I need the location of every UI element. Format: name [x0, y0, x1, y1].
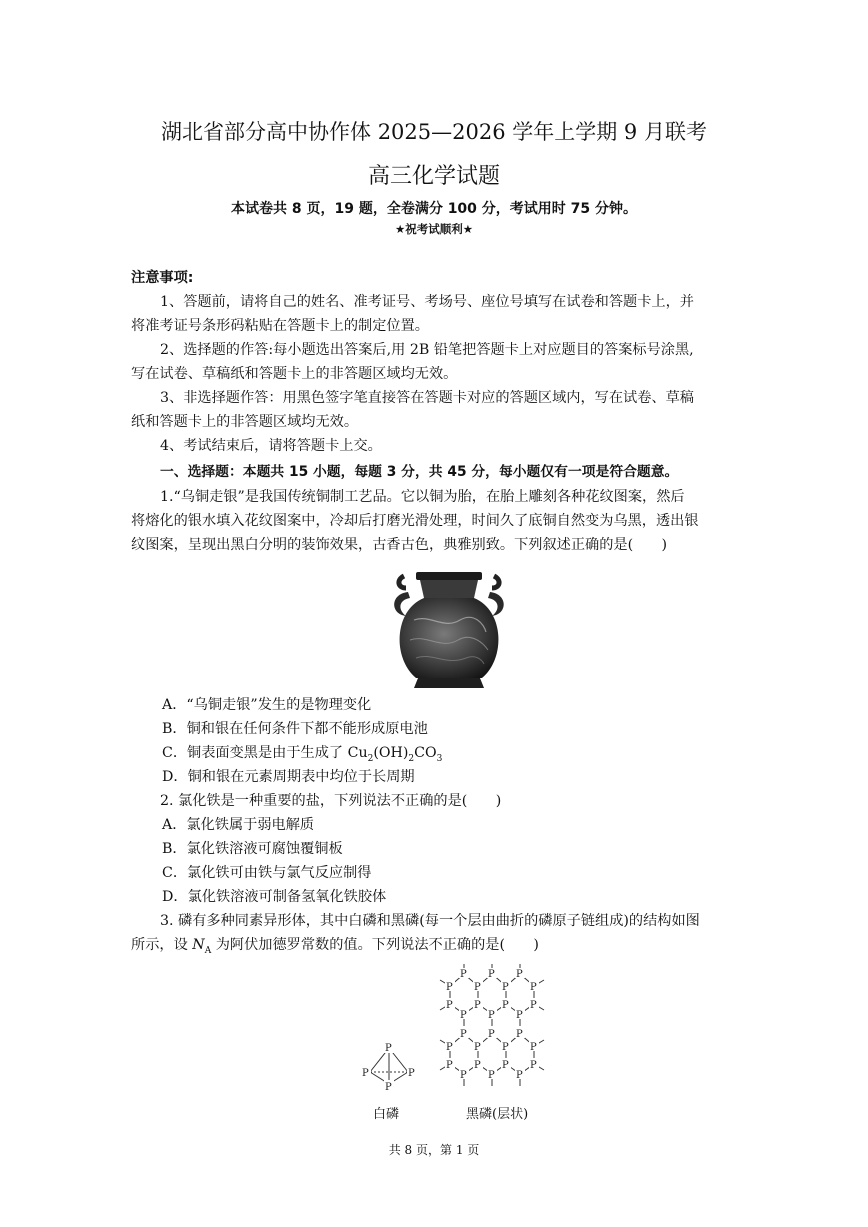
question-stem: 1.“乌铜走银”是我国传统铜制工艺品。它以铜为胎，在胎上雕刻各种花纹图案，然后	[160, 489, 685, 505]
svg-text:P: P	[474, 1042, 481, 1053]
svg-text:P: P	[362, 1068, 369, 1079]
svg-text:P: P	[474, 982, 481, 993]
notice-line: 2、选择题的作答:每小题选出答案后,用 2B 铅笔把答题卡上对应题目的答案标号涂黑,	[160, 342, 694, 358]
black-phosphorus-caption: 黑磷(层状)	[466, 1107, 529, 1122]
notice-line: 将准考证号条形码粘贴在答题卡上的制定位置。	[131, 318, 429, 334]
svg-text:P: P	[502, 1042, 509, 1053]
option-d: D．氯化铁溶液可制备氢氧化铁胶体	[162, 889, 387, 905]
question-stem: 2. 氯化铁是一种重要的盐，下列说法不正确的是( )	[160, 793, 502, 809]
svg-text:P: P	[408, 1068, 415, 1079]
svg-text:P: P	[530, 1000, 537, 1011]
svg-text:P: P	[516, 969, 523, 980]
white-phosphorus-caption: 白磷	[373, 1107, 400, 1122]
svg-text:P: P	[460, 1010, 467, 1021]
question-stem: 纹图案，呈现出黑白分明的装饰效果，古香古色，典雅别致。下列叙述正确的是( )	[131, 537, 668, 553]
notice-line: 3、非选择题作答：用黑色签字笔直接答在答题卡对应的答题区域内，写在试卷、草稿	[160, 390, 694, 406]
svg-text:P: P	[488, 1010, 495, 1021]
svg-text:P: P	[516, 1010, 523, 1021]
black-phosphorus-diagram	[434, 962, 550, 1094]
white-phosphorus-diagram	[358, 1040, 422, 1096]
exam-title: 湖北省部分高中协作体 2025—2026 学年上学期 9 月联考	[161, 120, 707, 144]
svg-text:P: P	[502, 982, 509, 993]
bronze-vase-image	[386, 570, 512, 690]
svg-text:P: P	[516, 1070, 523, 1081]
svg-text:P: P	[385, 1082, 392, 1093]
question-stem: 将熔化的银水填入花纹图案中，冷却后打磨光滑处理，时间久了底铜自然变为乌黑，透出银	[131, 513, 699, 529]
svg-text:P: P	[385, 1043, 392, 1054]
option-c: C．铜表面变黑是由于生成了 $Cu_2(OH)_2CO_3$	[162, 745, 443, 764]
notice-heading: 注意事项:	[131, 270, 194, 286]
good-luck-banner: ★祝考试顺利★	[394, 222, 474, 236]
svg-text:P: P	[460, 1070, 467, 1081]
notice-line: 4、考试结束后，请将答题卡上交。	[160, 438, 382, 454]
svg-text:P: P	[446, 1060, 453, 1071]
svg-text:P: P	[488, 1029, 495, 1040]
question-stem: 3. 磷有多种同素异形体，其中白磷和黑磷(每一个层由曲折的磷原子链组成)的结构如图	[160, 913, 700, 929]
section-heading: 一、选择题：本题共 15 小题，每题 3 分，共 45 分，每小题仅有一项是符合题意。	[160, 464, 679, 480]
option-d: D．铜和银在元素周期表中均位于长周期	[162, 769, 415, 785]
svg-text:P: P	[446, 1042, 453, 1053]
option-b: B．铜和银在任何条件下都不能形成原电池	[162, 721, 428, 737]
svg-text:P: P	[488, 969, 495, 980]
svg-text:P: P	[446, 982, 453, 993]
notice-line: 纸和答题卡上的非答题区域均无效。	[131, 414, 359, 430]
svg-text:P: P	[460, 1029, 467, 1040]
option-a: A．氯化铁属于弱电解质	[162, 817, 315, 833]
svg-text:P: P	[460, 969, 467, 980]
svg-text:P: P	[502, 1060, 509, 1071]
svg-text:P: P	[516, 1029, 523, 1040]
notice-line: 写在试卷、草稿纸和答题卡上的非答题区域均无效。	[131, 366, 458, 382]
svg-text:P: P	[502, 1000, 509, 1011]
svg-text:P: P	[474, 1060, 481, 1071]
svg-text:P: P	[446, 1000, 453, 1011]
question-stem: 所示，设 $N_A$ 为阿伏加德罗常数的值。下列说法不正确的是( )	[131, 937, 539, 956]
svg-text:P: P	[474, 1000, 481, 1011]
svg-text:P: P	[488, 1070, 495, 1081]
svg-text:P: P	[530, 1042, 537, 1053]
svg-text:P: P	[530, 982, 537, 993]
exam-meta: 本试卷共 8 页，19 题，全卷满分 100 分，考试用时 75 分钟。	[230, 201, 638, 217]
page-footer: 共 8 页，第 1 页	[388, 1143, 480, 1157]
page-title: 高三化学试题	[367, 164, 500, 189]
option-b: B．氯化铁溶液可腐蚀覆铜板	[162, 841, 343, 857]
notice-line: 1、答题前，请将自己的姓名、准考证号、考场号、座位号填写在试卷和答题卡上，并	[160, 294, 694, 310]
option-c: C．氯化铁可由铁与氯气反应制得	[162, 865, 372, 881]
option-a: A．“乌铜走银”发生的是物理变化	[162, 697, 372, 713]
svg-text:P: P	[530, 1060, 537, 1071]
